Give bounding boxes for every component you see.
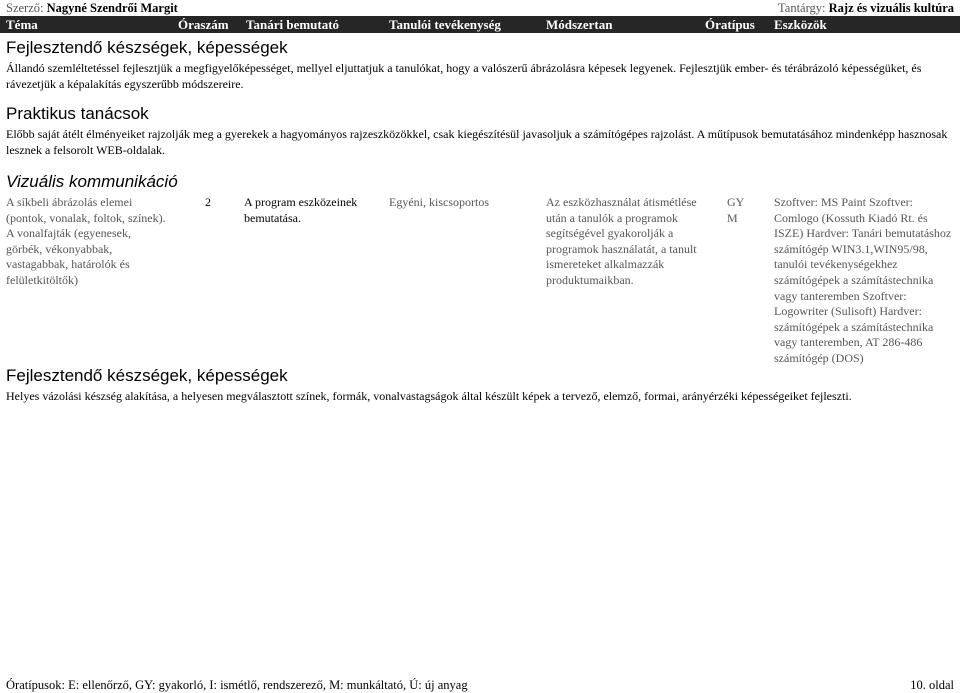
page-footer [6,677,954,693]
section-text-skills: Állandó szemléltetéssel fejlesztjük a megfigyelőképességet, mellyel eljuttatjuk a tanulókat, hogy a valószerű ábrázolásra képesek legyenek. Fejlesztjük ember- és térábrázoló képességüket, és rávezetjük a képalakítás egyszerűbb módszereire. [6,61,922,91]
cell-eszkozok: Szoftver: MS Paint Szoftver: Comlogo (Kossuth Kiadó Rt. és ISZE) Hardver: Tanári bemutatáshoz számítógép WIN3.1,WIN95/98, tanulói tevékenységekhez számítógépek a számítástechnika vagy tanteremben Szoftver: Logowriter (Sulisoft) Hardver: számítógépek a számítástechnika vagy tanteremben, AT 286-486 számítógép (DOS) [774,195,952,365]
cell-oraszam: 2 [205,195,211,209]
section-title-tips: Praktikus tanácsok [6,104,149,123]
column-header-oratipus: Óratípus [705,17,755,32]
author-name: Nagyné Szendrői Margit [46,1,178,15]
cell-tanuloi: Egyéni, kiscsoportos [389,195,489,209]
cell-tanari: A program eszközeinek bemutatása. [244,195,358,225]
section-text-skills-2: Helyes vázolási készség alakítása, a helyesen megválasztott színek, formák, vonalvastagságok által készült képek a tervező, elemző, formai, arányérzéki képességeiket fejleszti. [6,389,852,403]
section-title-skills-2: Fejlesztendő készségek, képességek [6,366,288,385]
column-header-tema: Téma [6,17,38,32]
cell-tema: A síkbeli ábrázolás elemei (pontok, vonalak, foltok, színek). A vonalfajták (egyenesek, görbék, vékonyabbak, vastagabbak, határolók és felületkitöltők) [6,195,166,287]
subject-label: Tantárgy: [778,1,826,15]
cell-oratipus: GY M [727,195,744,225]
column-header-eszkozok: Eszközök [774,17,827,32]
page-number: 10. oldal [910,678,954,692]
section-title-visual-communication: Vizuális kommunikáció [6,172,178,191]
column-header-modszertan: Módszertan [546,17,613,32]
subject-name: Rajz és vizuális kultúra [828,1,954,15]
column-header-tanuloi: Tanulói tevékenység [389,17,501,32]
page-header [6,0,954,16]
column-header-tanari: Tanári bemutató [246,17,340,32]
subject-line [778,0,954,16]
author-line [6,0,178,16]
section-text-tips: Előbb saját átélt élményeiket rajzolják meg a gyerekek a hagyományos rajzeszközökkel, csak kiegészítésül javasoljuk a számítógépes rajzolást. A műtípusok bemutatásához mindenképp hasznosak lesznek a felsorolt WEB-oldalak. [6,127,948,157]
lesson-type-legend: Óratípusok: E: ellenőrző, GY: gyakorló, I: ismétlő, rendszerező, M: munkáltató, Ú: új anyag [6,678,468,692]
section-title-skills: Fejlesztendő készségek, képességek [6,38,288,57]
author-label: Szerző: [6,1,44,15]
column-header-oraszam: Óraszám [178,17,229,32]
cell-modszertan: Az eszközhasználat átismétlése után a tanulók a programok segítségével gyakorolják a programok használatát, a tanult ismereteket alkalmazzák produktumaikban. [546,195,697,287]
column-header-bar [0,16,960,33]
